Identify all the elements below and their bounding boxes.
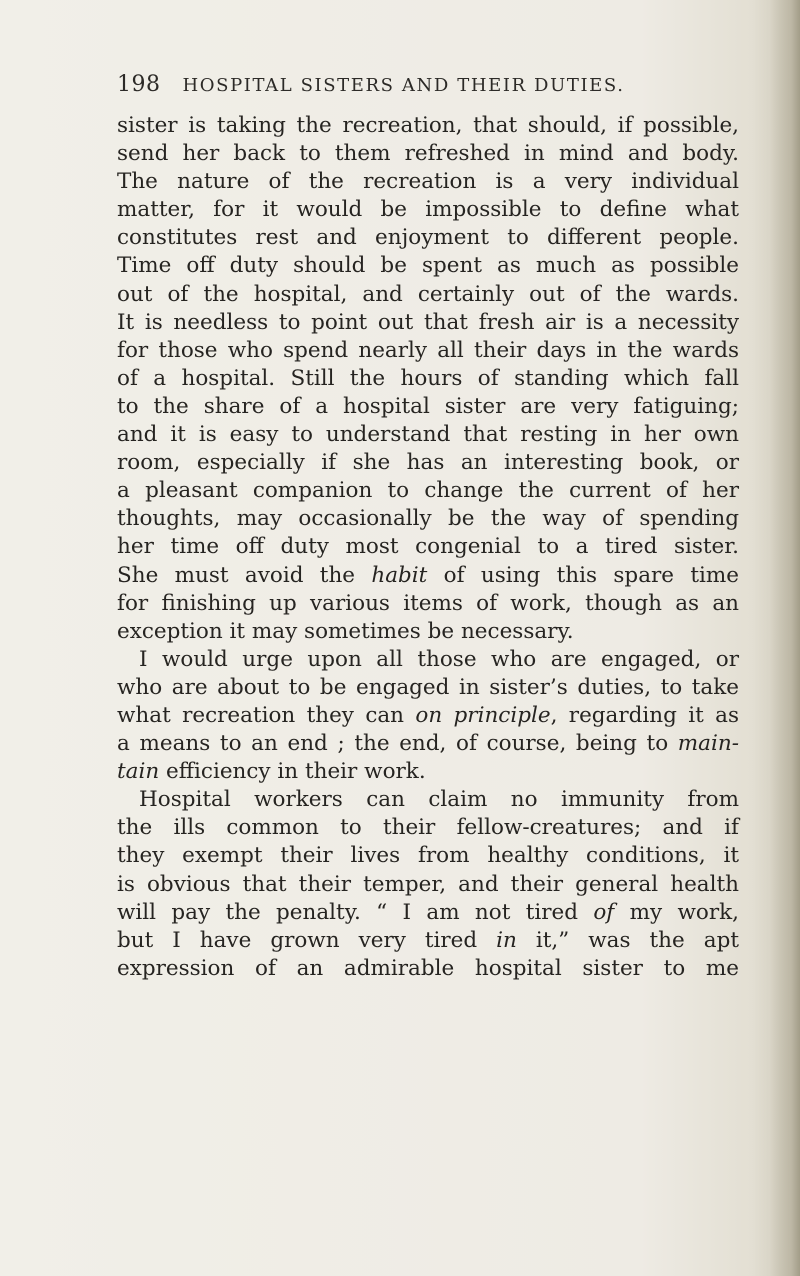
italic-emphasis: in (496, 927, 517, 953)
text-line: who are about to be engaged in sister’s duties, to take (117, 674, 739, 700)
text-line: for those who spend nearly all their days in the wards (117, 337, 739, 363)
text-line (117, 702, 739, 730)
page-header (117, 72, 717, 97)
text-line: thoughts, may occasionally be the way of spending (117, 506, 739, 532)
text-line (117, 758, 739, 786)
italic-emphasis: tain (117, 759, 160, 785)
text-line: is obvious that their temper, and their general health (117, 871, 739, 897)
italic-emphasis: of (593, 899, 615, 925)
text-line: constitutes rest and enjoyment to different people. (117, 225, 739, 251)
body-text (117, 112, 739, 983)
text-line: her time off duty most congenial to a tired sister. (117, 534, 739, 560)
text-line (117, 899, 739, 927)
text-line: Time off duty should be spent as much as possible (117, 253, 739, 279)
text-run: will pay the penalty. “ I am not tired (117, 899, 594, 925)
text-line: and it is easy to understand that resting in her own (117, 422, 739, 448)
text-line: exception it may sometimes be necessary. (117, 618, 574, 644)
text-line: they exempt their lives from healthy conditions, it (117, 843, 739, 869)
italic-emphasis: habit (371, 562, 428, 588)
paragraph-start-line: Hospital workers can claim no immunity from (139, 787, 739, 813)
page-number: 198 (117, 72, 161, 97)
text-line: the ills common to their fellow-creatures; and if (117, 815, 739, 841)
text-run: a means to an end ; the end, of course, being to (117, 731, 678, 757)
text-run: efficiency in their work. (159, 759, 426, 785)
text-line: expression of an admirable hospital sister to me (117, 955, 739, 981)
text-line: a pleasant companion to change the current of her (117, 478, 739, 504)
text-line (117, 730, 739, 758)
running-head: HOSPITAL SISTERS AND THEIR DUTIES. (182, 75, 625, 96)
text-run: , regarding it as (550, 702, 739, 728)
text-run: of using this spare time (427, 562, 739, 588)
text-line (117, 562, 739, 590)
text-line: The nature of the recreation is a very individual (117, 169, 739, 195)
text-run: She must avoid the (117, 562, 372, 588)
italic-emphasis: on principle (415, 702, 551, 728)
text-line: matter, for it would be impossible to define what (117, 197, 739, 223)
text-run: my work, (614, 899, 739, 925)
page-edge-shadow (770, 0, 800, 1276)
text-line (117, 927, 739, 955)
text-run: but I have grown very tired (117, 927, 497, 953)
text-line: sister is taking the recreation, that should, if possible, (117, 113, 739, 138)
text-line: send her back to them refreshed in mind and body. (117, 141, 739, 167)
italic-emphasis: main- (677, 731, 739, 757)
text-line: out of the hospital, and certainly out of the wards. (117, 281, 739, 307)
paragraph-start-line: I would urge upon all those who are engaged, or (139, 646, 739, 672)
text-line: to the share of a hospital sister are very fatiguing; (117, 393, 739, 419)
text-line: for finishing up various items of work, though as an (117, 590, 739, 616)
text-line: It is needless to point out that fresh air is a necessity (117, 309, 739, 335)
text-run: it,” was the apt (516, 927, 739, 953)
text-run: what recreation they can (117, 702, 416, 728)
text-line: room, especially if she has an interesting book, or (117, 450, 739, 476)
text-line: of a hospital. Still the hours of standing which fall (117, 365, 739, 391)
